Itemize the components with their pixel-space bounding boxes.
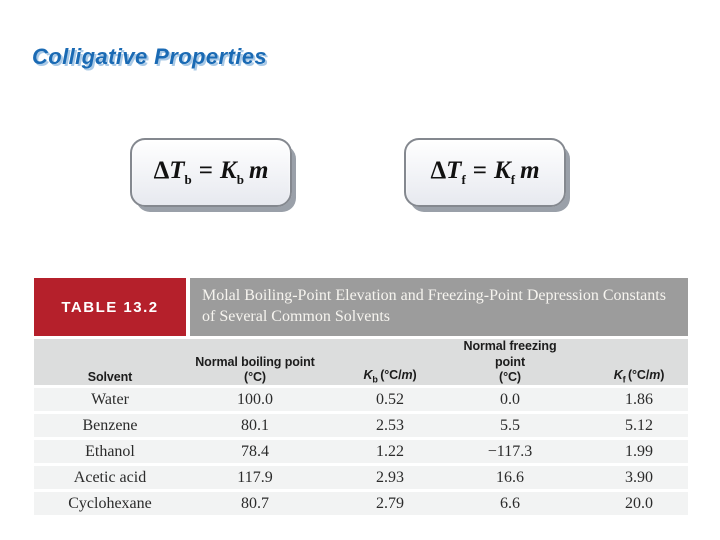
cell-solvent: Water <box>91 390 129 408</box>
temperature-symbol: T <box>446 157 462 184</box>
table-row <box>34 414 688 437</box>
molality-symbol: m <box>520 157 540 184</box>
molality-symbol: m <box>248 157 269 184</box>
table-titlebar <box>34 278 688 336</box>
cell-boiling-point: 78.4 <box>241 442 269 460</box>
cell-kf: 3.90 <box>625 468 653 486</box>
temperature-symbol: T <box>169 157 185 184</box>
cell-freezing-point: 5.5 <box>500 416 520 434</box>
table-caption: Molal Boiling-Point Elevation and Freezing-Point Depression Constants of Several Common Solvents <box>190 278 688 336</box>
cell-solvent: Benzene <box>82 416 138 434</box>
cell-kb: 2.53 <box>376 416 404 434</box>
table-row <box>34 440 688 463</box>
delta-symbol: Δ <box>153 157 170 184</box>
cell-kf: 20.0 <box>625 494 653 512</box>
freezing-point-formula-box <box>404 138 566 207</box>
constant-symbol: K <box>220 157 237 184</box>
header-kf-constant: $K_f$ (°C/m) <box>613 368 665 385</box>
cell-boiling-point: 80.7 <box>241 494 269 512</box>
header-boiling-point: Normal boiling point (°C) <box>195 354 315 385</box>
table-row <box>34 492 688 515</box>
cell-kb: 2.79 <box>376 494 404 512</box>
temperature-subscript: b <box>184 172 192 187</box>
delta-symbol: Δ <box>430 157 447 184</box>
cell-kb: 0.52 <box>376 390 404 408</box>
boiling-point-formula-box <box>130 138 292 207</box>
cell-freezing-point: 6.6 <box>500 494 520 512</box>
cell-kf: 1.86 <box>625 390 653 408</box>
header-solvent: Solvent <box>87 370 133 385</box>
table-header-row <box>34 339 688 385</box>
boiling-point-formula <box>154 157 269 188</box>
constant-subscript: b <box>236 172 244 187</box>
cell-kf: 1.99 <box>625 442 653 460</box>
cell-boiling-point: 117.9 <box>237 468 273 486</box>
cell-solvent: Cyclohexane <box>68 494 152 512</box>
constant-subscript: f <box>510 172 516 187</box>
slide-title: Colligative Properties <box>32 44 267 69</box>
cell-boiling-point: 100.0 <box>237 390 273 408</box>
equals-sign: = <box>472 157 488 184</box>
constant-symbol: K <box>494 157 511 184</box>
table-row <box>34 466 688 489</box>
header-freezing-point: Normal freezing point (°C) <box>463 339 557 385</box>
equals-sign: = <box>198 157 214 184</box>
cell-freezing-point: 0.0 <box>500 390 520 408</box>
table-row <box>34 388 688 411</box>
temperature-subscript: f <box>461 172 466 187</box>
cell-solvent: Ethanol <box>85 442 135 460</box>
cell-kb: 2.93 <box>376 468 404 486</box>
cell-freezing-point: −117.3 <box>487 442 533 460</box>
header-kb-constant: $K_b$ (°C/m) <box>363 368 417 385</box>
cell-solvent: Acetic acid <box>73 468 147 486</box>
cell-boiling-point: 80.1 <box>241 416 269 434</box>
cell-kf: 5.12 <box>625 416 653 434</box>
freezing-point-formula <box>430 157 539 188</box>
table-number-label: TABLE 13.2 <box>34 278 186 336</box>
solvent-constants-table <box>34 278 688 515</box>
cell-freezing-point: 16.6 <box>496 468 524 486</box>
cell-kb: 1.22 <box>376 442 404 460</box>
